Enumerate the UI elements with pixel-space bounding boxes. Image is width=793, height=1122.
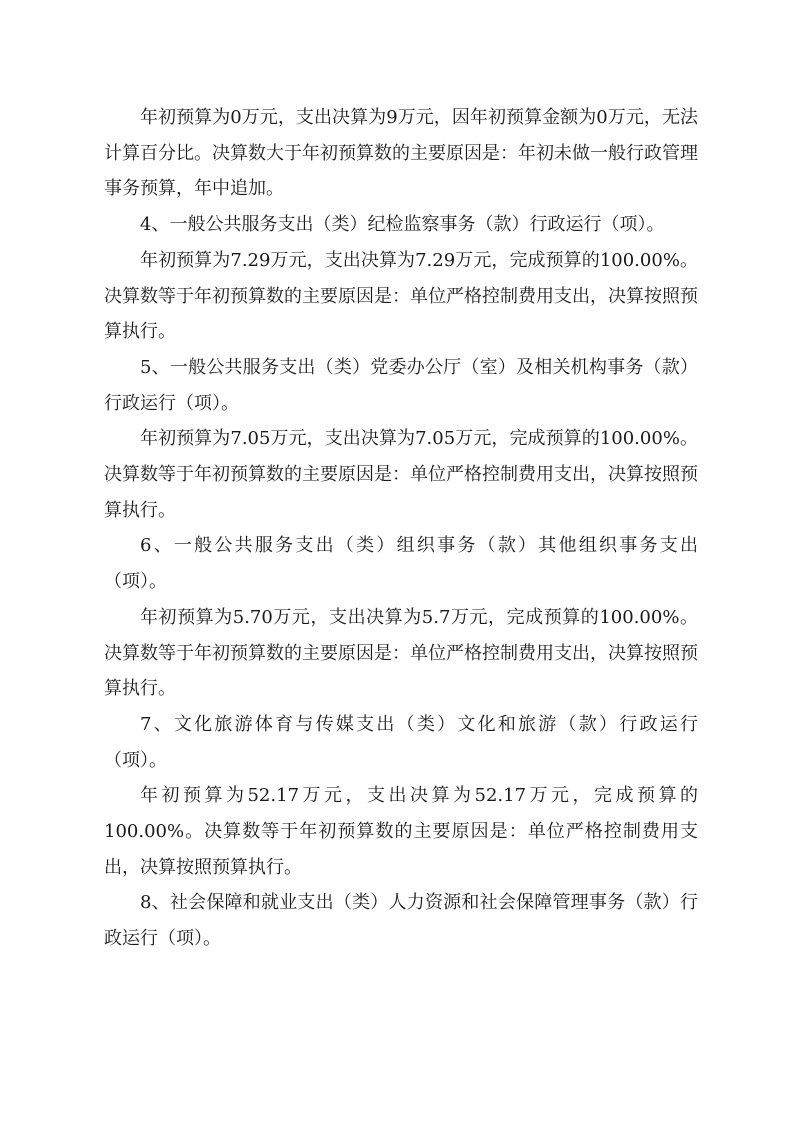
paragraph-heading-item-8: 8、社会保障和就业支出（类）人力资源和社会保障管理事务（款）行政运行（项）。 xyxy=(104,892,698,950)
paragraph-budget-item-4: 年初预算为7.29万元，支出决算为7.29万元，完成预算的100.00%。决算数等于年初预算数的主要原因是：单位严格控制费用支出，决算按照预算执行。 xyxy=(104,249,698,343)
paragraph-heading-item-7: 7、文化旅游体育与传媒支出（类）文化和旅游（款）行政运行（项）。 xyxy=(104,713,698,771)
paragraph-heading-item-4: 4、一般公共服务支出（类）纪检监察事务（款）行政运行（项）。 xyxy=(140,214,665,236)
paragraph-budget-item-5: 年初预算为7.05万元，支出决算为7.05万元，完成预算的100.00%。决算数等于年初预算数的主要原因是：单位严格控制费用支出，决算按照预算执行。 xyxy=(104,428,698,521)
paragraph-heading-item-6: 6、一般公共服务支出（类）组织事务（款）其他组织事务支出（项）。 xyxy=(104,535,698,593)
paragraph-budget-item-6: 年初预算为5.70万元，支出决算为5.7万元，完成预算的100.00%。决算数等于年初预算数的主要原因是：单位严格控制费用支出，决算按照预算执行。 xyxy=(104,606,698,700)
document-body xyxy=(104,100,698,957)
paragraph-budget-item-7: 年初预算为52.17万元，支出决算为52.17万元，完成预算的100.00%。决算数等于年初预算数的主要原因是：单位严格控制费用支出，决算按照预算执行。 xyxy=(104,785,698,878)
paragraph-heading-item-5: 5、一般公共服务支出（类）党委办公厅（室）及相关机构事务（款）行政运行（项）。 xyxy=(104,356,698,414)
paragraph-budget-general-admin: 年初预算为0万元，支出决算为9万元，因年初预算金额为0万元，无法计算百分比。决算数大于年初预算数的主要原因是：年初未做一般行政管理事务预算，年中追加。 xyxy=(104,107,698,200)
